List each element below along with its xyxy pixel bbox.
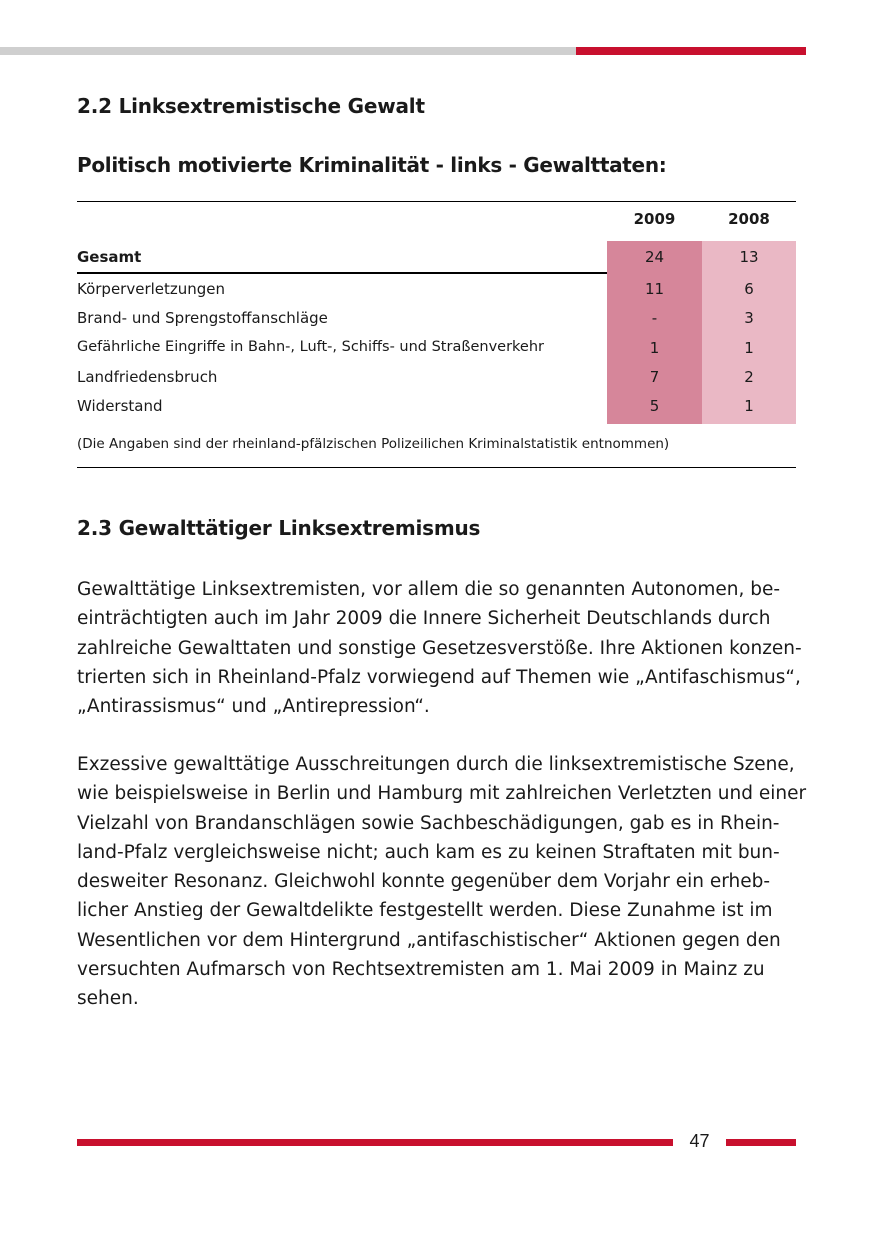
table-row [77, 303, 796, 332]
text-line: land-Pfalz vergleichsweise nicht; auch kam es zu keinen Straftaten mit bun- [77, 841, 780, 863]
cell-2009: 1 [649, 339, 660, 357]
table-row [77, 274, 796, 303]
text-line: Wesentlichen vor dem Hintergrund „antifaschistischer“ Aktionen gegen den [77, 929, 781, 951]
table-rule-bottom [77, 467, 796, 468]
header-rule-grey [0, 47, 576, 55]
footer-rule-right [726, 1139, 796, 1146]
text-line: versuchten Aufmarsch von Rechtsextremisten am 1. Mai 2009 in Mainz zu [77, 959, 765, 981]
cell-2008: 1 [744, 397, 754, 415]
text-line: desweiter Resonanz. Gleichwohl konnte gegenüber dem Vorjahr ein erheb- [77, 871, 771, 893]
table-source-note: (Die Angaben sind der rheinland-pfälzischen Polizeilichen Kriminalstatistik entnommen) [77, 436, 670, 452]
text-line: Gewalttätige Linksextremisten, vor allem die so genannten Autonomen, be- [77, 579, 781, 600]
text-line: Exzessive gewalttätige Ausschreitungen durch die linksextremistische Szene, [77, 754, 795, 775]
table-row-total [77, 242, 796, 271]
page-number: 47 [689, 1131, 710, 1151]
cell-2009: 24 [644, 248, 665, 266]
row-label: Brand- und Sprengstoffanschläge [77, 309, 328, 327]
text-line: wie beispielsweise in Berlin und Hamburg mit zahlreichen Verletzten und einer [77, 783, 807, 805]
row-label: Widerstand [77, 397, 163, 415]
text-line: zahlreiche Gewalttaten und sonstige Gesetzesverstöße. Ihre Aktionen konzen- [77, 637, 802, 659]
text-line: sehen. [77, 988, 139, 1010]
table-rule-top [77, 201, 796, 202]
table-title: Politisch motivierte Kriminalität - links - Gewalttaten: [77, 153, 667, 177]
cell-2009: 5 [649, 397, 660, 415]
column-header-2009: 2009 [633, 210, 676, 228]
header-rule-red [576, 47, 806, 55]
column-header-2008: 2008 [728, 210, 770, 228]
row-label: Landfriedensbruch [77, 368, 218, 386]
cell-2008: 3 [744, 309, 754, 327]
text-line: licher Anstieg der Gewaltdelikte festgestellt werden. Diese Zunahme ist im [77, 900, 773, 922]
cell-2009: 11 [644, 280, 665, 298]
row-label: Gesamt [77, 248, 142, 266]
table-row [77, 391, 796, 420]
footer-rule-left [77, 1139, 673, 1146]
cell-2008: 13 [739, 248, 759, 266]
text-line: einträchtigten auch im Jahr 2009 die Innere Sicherheit Deutschlands durch [77, 608, 771, 630]
cell-2008: 6 [744, 280, 754, 298]
cell-2008: 1 [744, 339, 754, 357]
section-heading-linksextremistische-gewalt: 2.2 Linksextremistische Gewalt [77, 94, 425, 118]
text-line: „Antirassismus“ und „Antirepression“. [77, 696, 430, 718]
row-label: Gefährliche Eingriffe in Bahn-, Luft-, Schiffs- und Straßenverkehr [77, 339, 545, 355]
body-paragraph-1 [77, 575, 802, 721]
body-paragraph-2 [77, 750, 807, 1014]
text-line: Vielzahl von Brandanschlägen sowie Sachbeschädigungen, gab es in Rhein- [77, 812, 780, 834]
cell-2009: - [651, 309, 658, 327]
row-label: Körperverletzungen [77, 280, 226, 298]
table-row [77, 333, 796, 362]
cell-2008: 2 [744, 368, 754, 386]
text-line: trierten sich in Rheinland-Pfalz vorwiegend auf Themen wie „Antifaschismus“, [77, 666, 801, 688]
section-heading-gewalttaetiger-linksextremismus: 2.3 Gewalttätiger Linksextremismus [77, 516, 481, 540]
cell-2009: 7 [649, 368, 660, 386]
table-row [77, 362, 796, 391]
